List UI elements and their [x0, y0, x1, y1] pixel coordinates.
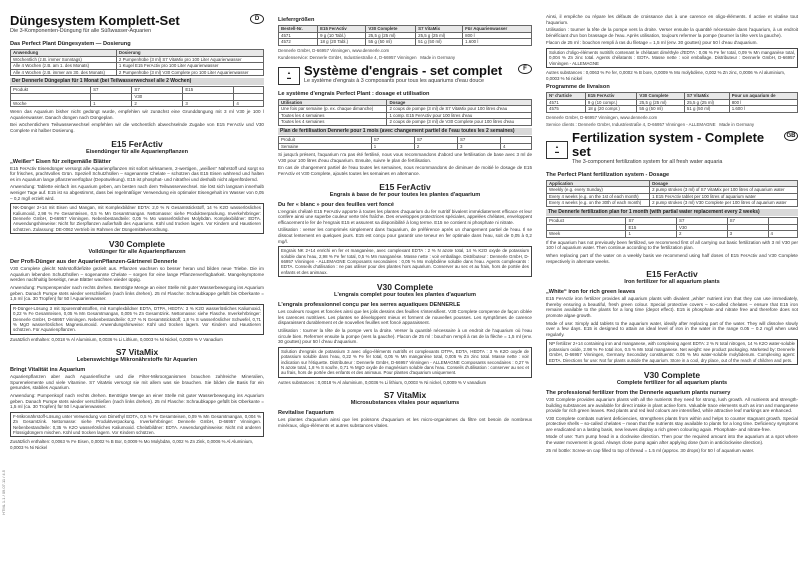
fr-header — [278, 64, 532, 88]
fr-v30-quote: L'engrais professionnel conçu par les serres aquatiques DENNERLE — [278, 302, 461, 309]
column-middle — [270, 0, 538, 579]
de-v30-text: V30 Complete gleicht Nährstoffdefizite gezielt aus. Pflanzen wachsen so besser heran und bilden neue Triebe. Die im Aquarium lebenden Schutzhüllen – sogenannte Chelate – sorgen für eine lange Pflanzenverfügbarkeit. Mangelsymptome werden nachhaltig beseitigt, neue Blätter wachsen wieder üppig. — [10, 266, 264, 283]
fr-delivery-label: Programme de livraison — [546, 84, 610, 90]
lang-badge-fr: F — [518, 64, 532, 74]
de-address: Dennerle GmbH, D-66957 Vinningen, www.dennerle.com — [278, 47, 390, 53]
de-dosage-table: Anwendung Dosierung Wöchentlich (z.B. immer Sonntags) 2 Pumpenhübe (3 ml) S7 VitaMix pro 100 Liter Aquarienwasser Alle 4 Wochen (z.B. am 1. des Monats) 1 Kugel E15 FerActiv pro 100 Liter Aquarienwasser Alle 4 Wochen (z.B. immer am 30. des Monats) 2 Pumpenhübe (3 ml) V30 Complete pro 100 Liter Aquarienwasser — [10, 49, 264, 76]
fr-e15-usage: Utilisation : verser les comprimés simplement dans l'aquarium, de préférence après un changement partiel de l'eau. Il se dissout lentement en quelques jours. E15 est conçu pour garantir une teneur en fer optimale dans l'eau, soit de 0,05 à 0,2 mg/l. — [278, 227, 532, 244]
de-delivery-table: Bestell-Nr. E15 FerActiv V30 Complete S7 VitaMix Für Aquarienwasser 4571 9 g (10 Tabl.) 25,5 g (25 ml) 25,5 g (25 ml) 800 l 4572 18 g (20 Tabl.) 55 g (50 ml) 51 g (50 ml) 1.600 l — [278, 25, 532, 46]
fr-e15-subtitle: Engrais à base de fer pour toutes les plantes d'aquarium — [329, 191, 481, 198]
de-v30-label-box: R-Dünger-Lösung 3 mit Spurennährstoffen, mit Komplexbildner EDTA, DTPA, HEDTA: 3 % K2O wasserlösliches Kaliumoxid, 0,22 % Fe Gesamteisen, 0,05 % Mn Gesamtmangan, 0,005 % Zn Gesamtzink. Nettomasse: siehe Flasche. Inverkehrbringer: Dennerle GmbH, D-66957 Vinningen. Nebenbestandteile: 0,27 % N Gesamtstickstoff, 1,8 % S wasserlöslicher Schwefel, 0,71 % MgO wasserlösliches Magnesiumoxid. Anwendungshinweise: Kühl und trocken lagern. Vor Kindern und Haustieren schützen. Für Aquarienpflanzen. — [10, 304, 264, 335]
fr-e15-label-box: Engrais NK 2+14 enrichi en fer et manganèse, avec complexant EDTA : 2 % N azote total, 14 % K2O oxyde de potassium soluble dans l'eau, 2,98 % Fe fer total, 0,5 % Mn manganèse. Masse nette : voir emballage. Distributeur : Dennerle GmbH, D-66957 Vinningen - ALLEMAGNE Composants secondaires : 0,05 % Mo molybdène soluble dans l'eau. Agents complexants : EDTA. Conseils d'utilisation : ne pas utiliser pour des plantes hors aquarium. Conserver au sec et au frais, hors de portée des enfants et des animaux. — [278, 246, 532, 277]
de-subtitle: Die 3-Komponenten-Düngung für alle Süßwasser-Aquarien — [10, 28, 152, 34]
de-paragraph: Wenn das Aquarium bisher nicht gedüngt wurde, empfehlen wir zunächst eine Grunddüngung mit 3 ml V30 je 100 l Aquarienwasser. Danach düngen nach Düngeplan. — [10, 109, 264, 120]
side-code: HTML 1.1 / 09.07.11 / 4.5 — [1, 470, 6, 515]
de-e15-usage: Anwendung: Tablette einfach ins Aquarium geben, am besten nach dem Teilwasserwechsel. Sie löst sich langsam innerhalb weniger Tage auf. E15 ist so abgestimmt, dass bei regelmäßiger Verwendung ein optimaler Eisengehalt im Wasser von 0,05 – 0,2 mg/l erzielt wird. — [10, 184, 264, 201]
fr-delivery-table: N° d'article E15 FerActiv V30 Complete S7 VitaMix Pour un aquarium de 4571 9 g (10 compr.) 25,5 g (25 ml) 25,5 g (25 ml) 800 l 4575 18 g (20 compr.) 55 g (50 ml) 51 g (50 ml) 1.600 l — [546, 92, 798, 113]
de-e15-quote: „Weißer“ Eisen für zeitgemäße Blätter — [10, 158, 111, 165]
en-e15-text: E15 FerActiv iron fertilizer provides all aquarium plants with divalent „white“ nutrient iron that they can use immediately, thereby ensuring a beautiful, fresh green colour. Special protective covers – so-called chelates – ensure that E15 iron remains available to the plants for a long time (depot effect). E15 is phosphate and nitrate free and therefore does not promote algae growth. — [546, 296, 798, 318]
fr-paragraph: En cas de changement partiel de l'eau toutes les semaines, nous recommandons de diminuer de moitié le dosage de E15 FerActiv et V30 Complete, ajoutés toutes les semaines en alternance. — [278, 165, 532, 176]
de-title: Düngesystem Komplett-Set D — [10, 14, 264, 28]
de-e15-label-box: NK-Dünger 2+14 mit Eisen und Mangan, mit Komplexbildner EDTA: 2,0 % N Gesamtstickstoff, 14 % K2O wasserlösliches Kaliumoxid, 2,98 % Fe Gesamteisen, 0,5 % Mn Gesamtmangan. Nettomasse: siehe Produktverpackung. Inverkehrbringer: Dennerle GmbH, D-66957 Vinningen. Nebenbestandteile: 0,05 % Mo wasserlösliches Molybdän. Komplexbildner: EDTA. Anwendungshinweise: Nicht für Zierpflanzen außerhalb des Aquariums. Kühl und trocken lagern. Vor Kindern und Haustieren schützen. Zulassung: DE-0062 Vertrieb im Rahmen der Düngemittelverordnung. — [10, 203, 264, 234]
fr-plan-label: Le système d'engrais Perfect Plant : dosage et utilisation — [278, 90, 430, 97]
fr-address: Dennerle GmbH, D-66957 Vinningen, www.dennerle.com — [546, 114, 658, 120]
de-s7-usage: Anwendung: Pumpenkopf nach rechts drehen. Benötigte Menge an einer Stelle mit guter Wasserbewegung ins Aquarium geben. Danach Pumpe stets wieder verschließen (nach links drehen). 25 ml Flasche: Schraubkappe gefüllt bis Oberkante = 1,5 ml (ca. 30 Tropfen) für 50 l Aquarienwasser. — [10, 392, 264, 410]
de-paragraph: Bei wöchentlichem Teilwasserwechsel empfehlen wir die wöchentlich abwechselnde Zugabe von E15 FerActiv und V30 Complete mit halber Dosierung. — [10, 122, 264, 133]
de-e15-text: E15 FerActiv Eisendünger versorgt alle Aquarienpflanzen mit sofort wirksamem, 2-wertigen, „weißen“ Nährstoff und sorgt so für frisches, prachtvolles Grün. Speziell Schutzhüllen – sogenannte Chelate – schützen das E15 Eisen während und halten es im Aquarium lange pflanzenverfügbar (Depotwirkung). E15 ist phosphat- und nitratfrei und deshalb nicht algenfördernd. — [10, 165, 264, 182]
de-plan-label: Das Perfect Plant Düngesystem — Dosierung — [10, 41, 131, 47]
en-header — [546, 131, 798, 169]
fr-subtitle: Le système d'engrais à 3 composants pour tous les aquariums d'eau douce — [304, 77, 485, 84]
en-v30-usage: Mode of use: Turn pump head in a clockwise direction. Then pour the required amount into the aquarium at a spot where the water movement is good. Always close pump again after applying dose (turn in anticlockwise direction). — [546, 434, 798, 446]
fr-s7-usage: Utilisation : tourner la tête de la pompe vers la droite. Verser ensuite la quantité nécessaire dans l'aquarium, à un endroit bénéficiant d'un bon brassage de l'eau. Après utilisation, toujours refermer la pompe (tourner la tête vers la gauche). — [546, 27, 798, 38]
lang-badge-en: GB — [784, 131, 798, 141]
de-v30-title: V30 Complete — [108, 239, 166, 250]
de-s7-extra: Zusätzlich enthalten: 0,0063 % Fe Eisen, 0,0002 % B Bor, 0,0009 % Mo Molybdän, 0,002 % Zn Zink, 0,0006 % Al Aluminium, 0,0003 % Ni Nickel — [10, 439, 254, 450]
de-s7-title: S7 VitaMix — [115, 347, 159, 358]
lang-badge-de: D — [250, 14, 264, 24]
fr-s7-quote: Revitalise l'aquarium — [278, 410, 334, 417]
fr-s7-title: S7 VitaMix — [383, 390, 427, 401]
en-v30-quote: The professional fertilizer from the Dennerle aquarium plants nursery — [546, 389, 731, 396]
dennerle-logo-icon: ▲ ▬ — [278, 67, 300, 85]
en-dosage-table: Application Dosage Weekly (e.g. every Sunday) 2 pump strokes (3 ml) of S7 VitaMix per 100 litres of aquarium water Every 4 weeks (e.g. on the 1st of each month) 1 E15 FerActiv tablet per 100 litres of aquarium water Every 4 weeks (e.g. on the 30th of each month) 2 pump strokes (3 ml) V30 Complete per 100 litres of aquarium water — [546, 180, 798, 207]
fr-v30-extra: Autres substances : 0,0018 % Al aluminium, 0,0036 % Li lithium, 0,0003 % Ni nickel, 0,0009 % V vanadium — [278, 379, 487, 385]
fr-v30-subtitle: L'engrais complet pour toutes les plantes d'aquarium — [334, 292, 476, 299]
de-s7-text: Aquarienpflanzen aber auch Aquarienfische und die Filter-Mikroorganismen brauchen zahlreiche Mineralien, Spurenelemente und viele Vitamine. S7 VitaMix versorgt sie mit allem was sie brauchen. Sie bilden die Basis für ein gesundes, stabiles Aquarium. — [10, 374, 264, 391]
de-v30-usage: Anwendung: Pumpenspender nach rechts drehen. Benötigte Menge an einer Stelle mit guter Wasserbewegung ins Aquarium geben. Danach Pumpe stets wieder verschließen (nach links drehen). 25 ml Flasche: Schraubkappe gefüllt bis Oberkante = 1,5 ml (ca. 30 Tropfen) für 50 l Aquarienwasser. — [10, 284, 264, 302]
fr-v30-usage: Utilisation : tourner la tête de la pompe vers la droite. Verser la quantité nécessaire à un endroit de l'aquarium où l'eau circule bien. Refermer ensuite la pompe (vers la gauche). Flacon de 25 ml : bouchon rempli à ras de la flèche = 1,5 ml (env. 30 gouttes) pour 50 l d'eau d'aquarium. — [278, 327, 532, 345]
en-plan-label: The Perfect Plant fertilization system - Dosage — [546, 171, 670, 178]
en-plan-table: Product S7 S7 S7 E15 V30 Week 1 2 3 4 — [546, 217, 798, 238]
fr-v30-label-box: Solution d'engrais de potassium 3 avec oligo-éléments nutritifs et complexants DTPA, EDTA, HEDTA : 3 % K2O oxyde de potassium soluble dans l'eau, 0,22 % Fe fer total, 0,05 % Mn manganèse total, 0,005 % Zn zinc total. Masse nette : voir indication sur l'étiquette. Distributeur : Dennerle GmbH, D-66957 Vinningen - ALLEMAGNE Composants secondaires : 0,27 % N azote total, 1,8 % S soufre, 0,71 % MgO oxyde de magnésium soluble dans l'eau. Conseils d'utilisation : conserver au sec et au frais, hors de portée des enfants et des animaux. Pour plantes d'aquarium uniquement. — [278, 347, 532, 378]
fr-title: Système d'engrais - set complet F — [304, 64, 532, 78]
de-v30-quote: Der Profi-Dünger aus der AquarienPflanzen-Gärtnerei Dennerle — [10, 259, 178, 266]
en-v30-subtitle: Complete fertilizer for all aquarium plants — [616, 379, 728, 386]
en-e15-subtitle: Iron fertilizer for all aquarium plants — [624, 279, 720, 286]
fr-paragraph: Si jusqu'à présent, l'aquarium n'a pas été fertilisé, nous vous recommandons d'abord une fertilisation de base avec 3 ml de V30 pour 100 litres d'eau d'aquarium. Ensuite, suivre le plan de fertilisation. — [278, 152, 532, 163]
en-e15-usage: Mode of use: Simply add tablets to the aquarium water, ideally after replacing part of the water. They will dissolve slowly over a few days. E15 is designed to attain an ideal level of iron in the water in the range 0.05 – 0.2 mg/l when used regularly. — [546, 320, 798, 337]
fr-s7-text-cont: Ainsi, il empêche ou répare les défauts de croissance dus à une carence en oligo-éléments. Il active et vitalise tout l'aquarium. — [546, 14, 798, 25]
fr-s7-bottle: Flacon de 25 ml : bouchon rempli à ras du filetage = 1,5 ml (env. 30 gouttes) pour 50 l d'eau d'aquarium. — [546, 40, 758, 46]
en-subtitle: The 3-component fertilization system for all fresh water aquaria — [572, 158, 723, 165]
en-plan-bar: The Dennerle fertilization plan for 1 month (with partial water replacement every 2 weeks) — [546, 209, 798, 216]
column-english — [538, 0, 808, 579]
fr-e15-quote: Du fer « blanc » pour des feuilles vert foncé — [278, 201, 394, 208]
de-e15-title: E15 FerActiv — [111, 138, 163, 149]
de-s7-label-box: F-Mikronährstoff-Lösung unter Verwendung von Dimethyl EDTA, 0,5 % Fe Gesamteisen, 0,09 % Mn Gesamtmangan, 0,004 % Zn Gesamtzink. Nettomasse: siehe Produktverpackung. Inverkehrbringer: Dennerle GmbH, D-66957 Vinningen. Nebenbestandteile: 0,35 % K2O wasserlösliches Kaliumoxid. Chelatbildner: EDTA. Anwendungshinweise: Nicht mit anderen Flüssigdüngern mischen. Kühl und trocken lagern. Vor Kindern schützen. — [10, 412, 264, 438]
en-v30-title: V30 Complete — [643, 369, 701, 380]
fr-s7-text: Les plantes d'aquarium ainsi que les poissons d'aquarium et les micro-organismes du filtre ont besoin de nombreux minéraux, oligo-éléments et autres substances vitales. — [278, 417, 532, 428]
fr-s7-extra: Autres substances : 0,0063 % Fe fer, 0,0002 % B bore, 0,0009 % Mo molybdène, 0,002 % Zn zinc, 0,0006 % Al aluminium, 0,0003 % Ni nickel — [546, 70, 786, 81]
dennerle-logo-icon: ▲ ▬ — [546, 141, 568, 159]
fr-plan-bar: Plan de fertilisation Dennerle pour 1 mois (avec changement partiel de l'eau toutes les 2 semaines) — [278, 128, 532, 135]
en-title: Fertilization system - Complete set GB — [572, 131, 798, 159]
fr-v30-title: V30 Complete — [376, 282, 434, 293]
de-delivery-label: Lieferrgrößen — [278, 17, 315, 23]
en-v30-text: V30 Complete combats nutrient deficiencies, strengthens plants from within and helps to counter stagnant growth. Special protective shells – so-called chelates – mean that the nutrients stay available to plants for a long time. Deficiency symptoms are eradicated on a lasting basis, new leaves display a rich green colouring again. Phosphate- and nitrate-free. — [546, 415, 798, 432]
en-paragraph: If the aquarium has not previously been fertilized, we recommend first of all carrying out basic fertilization with 3 ml V30 per 100 l of aquarium water. Then continue according to the fertilization plan. — [546, 239, 798, 251]
de-s7-quote: Bringt Vitalität ins Aquarium — [10, 367, 86, 374]
fr-plan-table: Produit S7 S7 S7 Semaine 1 2 3 4 — [278, 136, 532, 150]
column-german — [0, 0, 270, 579]
fr-v30-text: Les couleurs rouges et foncées ainsi que les jolis dessins des feuilles s'intensifient. V30 Complete compense de façon ciblée les carences nutritives. Les plantes se développent mieux et forment de nouvelles pousses. Les symptômes de carence disparaissent durablement et de nouvelles feuilles vert foncé apparaissent. — [278, 309, 532, 326]
fr-address-service: Service clients : Dennerle GmbH, Industriestraße 4, D-66957 Vinningen - ALLEMAGNE Made in Germany — [546, 122, 755, 128]
en-paragraph: When replacing part of the water on a weekly basis we recommend using half doses of E15 FerActiv and V30 Complete respectively in alternate weeks. — [546, 252, 798, 264]
de-plan-bar: Der Dennerle Düngeplan für 1 Monat (bei Teilwasserwechsel alle 2 Wochen) — [10, 78, 264, 85]
fr-e15-title: E15 FerActiv — [379, 181, 431, 192]
de-address-service: Kundenservice: Dennerle GmbH, Industriestraße 4, D-66957 Vinningen Made in Germany — [278, 55, 456, 61]
en-e15-quote: „White“ iron for rich green leaves — [546, 289, 636, 296]
en-e15-title: E15 FerActiv — [646, 269, 698, 280]
fr-e15-text: L'engrais chélaté E15 FerActiv apporte à toutes les plantes d'aquarium du fer nutritif bivalent immédiatement efficace et leur confère ainsi une superbe couleur verte très fraîche. Des enveloppes protectrices spéciales, appelées chélates, enveloppent efficacement le fer de l'engrais E15 et assurent sa disponibilité à long terme. E15 ne contient ni phosphate ni nitrate. — [278, 208, 532, 225]
en-v30-text: V30 Complete provides aquarium plants with all the nutrients they need for strong, lush growth. All nutrients and strength-building substances are available for direct intake in plant active form. Valuable trace elements such as iron and manganese provide for rich green leaves. Red plants and red leaf colours are intensified, while attractive leaf markings are enhanced. — [546, 396, 798, 414]
de-plan-table: Produkt S7 S7 E15 V30 Woche 1 2 3 4 — [10, 86, 264, 107]
en-v30-bottle: 25 ml bottle: Screw-on cap filled to top of thread = 1.5 ml (approx. 30 drops) for 50 l of aquarium water. — [546, 447, 755, 453]
de-v30-subtitle: Volldünger für alle Aquarienpflanzen — [88, 249, 186, 256]
de-v30-extra: Zusätzlich enthalten: 0,0018 % Al Aluminium, 0,0036 % Li Lithium, 0,0003 % Ni Nickel, 0,0009 % V Vanadium — [10, 336, 223, 342]
fr-s7-label-box: Solution d'oligo-éléments nutritifs contenant le chélatant diméthyle d'EDTA : 0,06 % Fe fer total, 0,09 % Mn manganèse total, 0,004 % Zn zinc total. Agents chélatants : EDTA. Masse nette : voir emballage. Distributeur : Dennerle GmbH, D-66957 Vinningen - ALLEMAGNE — [546, 48, 798, 68]
de-e15-subtitle: Eisendünger für alle Aquarienpflanzen — [85, 148, 189, 155]
fr-dosage-table: Utilisation Dosage Une fois par semaine (p. ex. chaque dimanche) 2 coups de pompe (3 ml) de S7 VitaMix pour 100 litres d'eau Toutes les 4 semaines 1 comp. E15 FerActiv pour 100 litres d'eau Toutes les 4 semaines 2 coups de pompe (3 ml) de V30 Complete pour 100 litres d'eau — [278, 99, 532, 126]
en-e15-label-box: NP fertilizer 2+14 containing iron and manganese, with complexing agent EDTA: 2 % N total nitrogen, 14 % K2O water-soluble potassium oxide, 2.98 % Fe total iron, 0.5 % Mn total manganese. Net weight: see product packaging. Marketed by: Dennerle GmbH, D-66957 Vinningen, Germany Secondary constituents: 0.05 % Mo water-soluble molybdenum. Complexing agent: EDTA. Directions for use: Not for plants outside the aquarium. Store in a cool, dry place, out of the reach of children and pets. — [546, 339, 798, 365]
fr-s7-subtitle: Microsubstances vitales pour aquariums — [350, 400, 460, 407]
de-s7-subtitle: Lebenswichtige Mikronährstoffe für Aquarien — [76, 357, 198, 364]
